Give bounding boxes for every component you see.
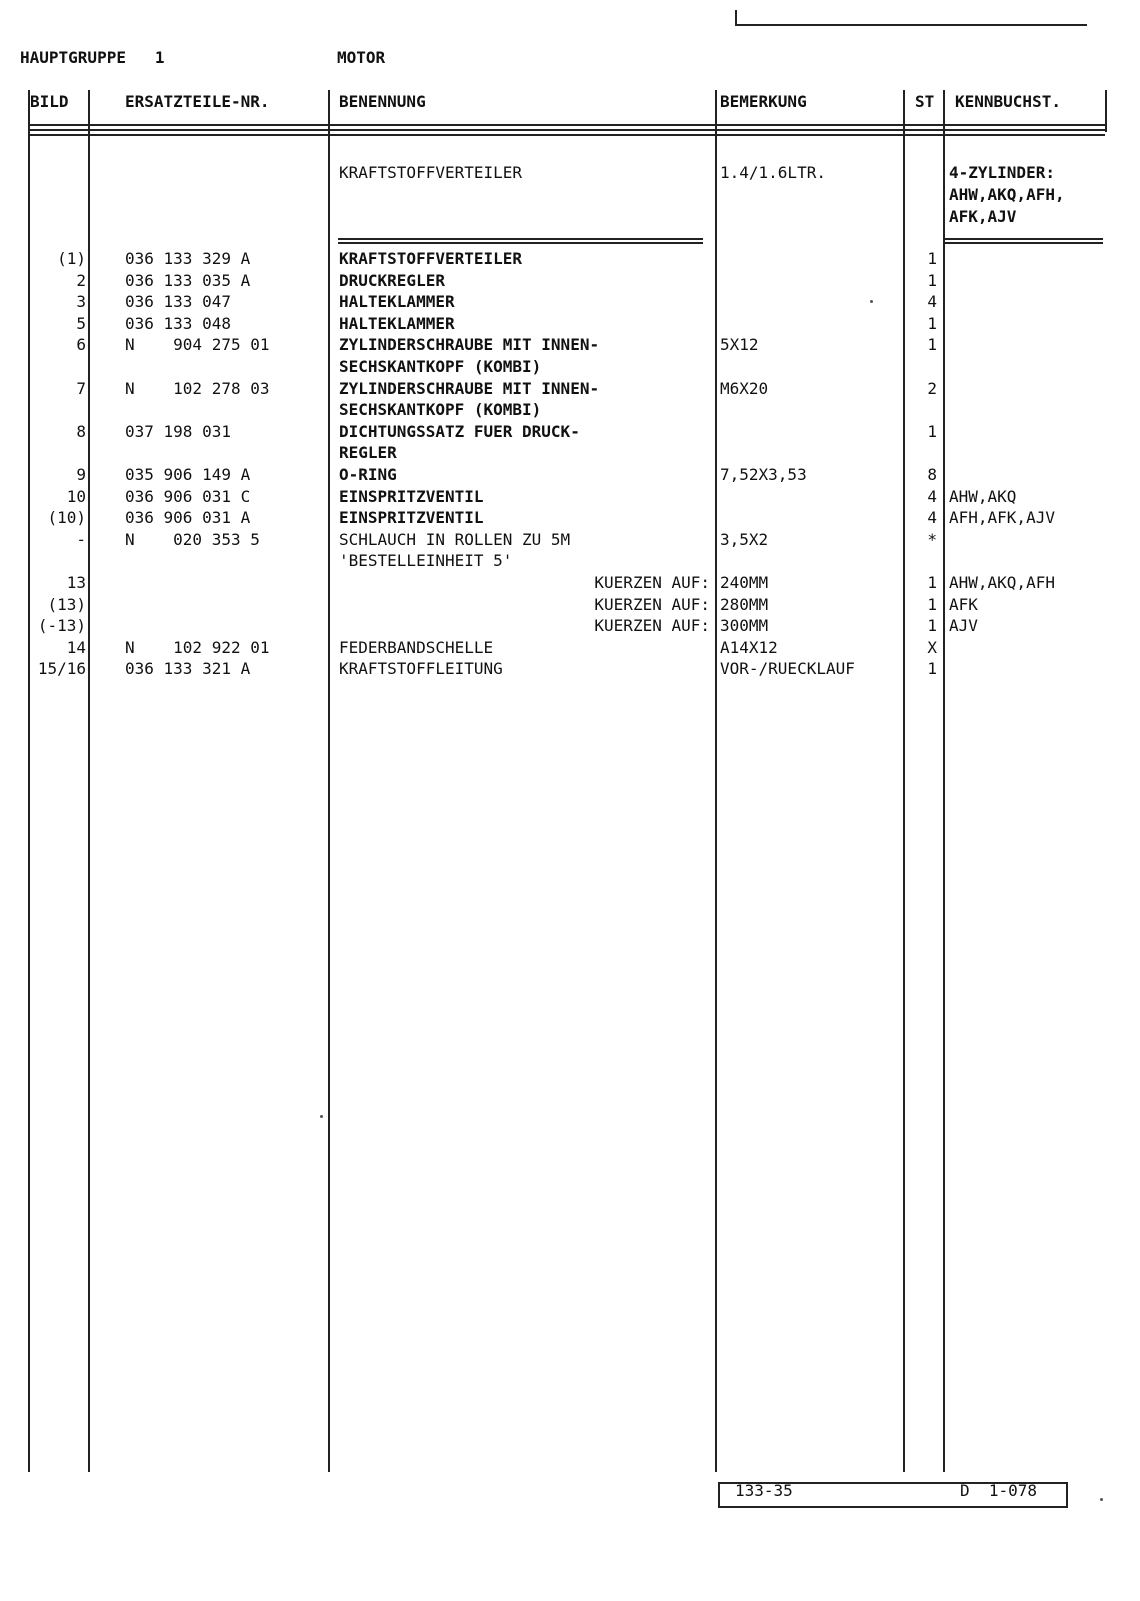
intro-code-line: AFK,AJV	[949, 207, 1017, 226]
row-part-number: 036 906 031 A	[125, 508, 251, 528]
row-part-number: 035 906 149 A	[125, 465, 251, 484]
row-benennung: FEDERBANDSCHELLE	[339, 637, 494, 657]
row-kennbuchst: AHW,AKQ	[949, 486, 1017, 506]
row-benennung: KRAFTSTOFFVERTEILER	[339, 249, 523, 268]
row-st: 1	[927, 659, 937, 679]
row-benennung: KUERZEN AUF:	[594, 616, 710, 636]
row-bild: 3	[76, 292, 86, 312]
row-benennung: ZYLINDERSCHRAUBE MIT INNEN-	[339, 335, 600, 355]
row-bemerkung: 5X12	[720, 335, 759, 355]
row-st: 1	[927, 616, 937, 636]
intro-code-line: 4-ZYLINDER:	[949, 163, 1055, 182]
row-benennung: SECHSKANTKOPF (KOMBI)	[339, 400, 542, 420]
row-part-number: N 904 275 01	[125, 335, 270, 355]
row-benennung: KUERZEN AUF:	[594, 594, 710, 614]
row-bemerkung: 280MM	[720, 594, 769, 614]
row-part-number: 036 133 321 A	[125, 659, 251, 679]
row-part-number: 036 906 031 C	[125, 486, 251, 506]
row-bemerkung: 7,52X3,53	[720, 465, 807, 484]
row-bemerkung: M6X20	[720, 378, 769, 398]
row-bemerkung: VOR-/RUECKLAUF	[720, 659, 855, 679]
row-bild: 7	[76, 378, 86, 398]
row-bild: (1)	[57, 249, 86, 268]
row-benennung: DRUCKREGLER	[339, 270, 445, 290]
col-header-benennung: BENENNUNG	[339, 92, 426, 111]
row-benennung: SECHSKANTKOPF (KOMBI)	[339, 357, 542, 376]
row-kennbuchst: AFH,AFK,AJV	[949, 508, 1055, 528]
row-part-number: N 102 922 01	[125, 637, 270, 657]
row-benennung: HALTEKLAMMER	[339, 313, 455, 333]
intro-name: KRAFTSTOFFVERTEILER	[339, 163, 523, 182]
row-st: X	[927, 637, 937, 657]
col-header-bild: BILD	[30, 92, 69, 111]
row-bild: 5	[76, 313, 86, 333]
row-part-number: N 020 353 5	[125, 529, 260, 549]
row-st: 4	[927, 486, 937, 506]
row-st: *	[927, 529, 937, 549]
col-header-bemerkung: BEMERKUNG	[720, 92, 807, 111]
row-benennung: SCHLAUCH IN ROLLEN ZU 5M	[339, 529, 571, 549]
group-label: HAUPTGRUPPE 1	[20, 48, 165, 67]
top-stamp-box	[735, 10, 1087, 26]
row-st: 1	[927, 249, 937, 268]
row-st: 4	[927, 292, 937, 312]
col-header-kennbuchst: KENNBUCHST.	[955, 92, 1061, 111]
row-bemerkung: 3,5X2	[720, 529, 769, 549]
row-st: 4	[927, 508, 937, 528]
row-part-number: 036 133 047	[125, 292, 231, 312]
row-bild: 8	[76, 421, 86, 441]
row-kennbuchst: AHW,AKQ,AFH	[949, 573, 1055, 592]
row-bild: -	[76, 529, 86, 549]
intro-code-line: AHW,AKQ,AFH,	[949, 185, 1065, 204]
row-bemerkung: A14X12	[720, 637, 778, 657]
row-st: 1	[927, 270, 937, 290]
scan-speck	[320, 1115, 323, 1118]
row-bemerkung: 240MM	[720, 573, 769, 592]
row-benennung: DICHTUNGSSATZ FUER DRUCK-	[339, 421, 580, 441]
row-benennung: HALTEKLAMMER	[339, 292, 455, 312]
group-name: MOTOR	[337, 48, 386, 67]
scan-speck	[1100, 1498, 1103, 1501]
col-header-ersatzteile-nr: ERSATZTEILE-NR.	[125, 92, 270, 111]
row-benennung: 'BESTELLEINHEIT 5'	[339, 551, 513, 571]
row-part-number: 036 133 035 A	[125, 270, 251, 290]
row-bild: 6	[76, 335, 86, 355]
row-bild: 2	[76, 270, 86, 290]
row-st: 8	[927, 465, 937, 484]
row-bild: 9	[76, 465, 86, 484]
row-bild: (10)	[47, 508, 86, 528]
row-benennung: O-RING	[339, 465, 397, 484]
row-st: 2	[927, 378, 937, 398]
scan-speck	[870, 300, 873, 303]
row-st: 1	[927, 421, 937, 441]
row-part-number: 036 133 329 A	[125, 249, 251, 268]
row-kennbuchst: AJV	[949, 616, 978, 636]
row-bild: 13	[66, 573, 86, 592]
row-bild: 15/16	[37, 659, 86, 679]
row-benennung: KRAFTSTOFFLEITUNG	[339, 659, 503, 679]
row-part-number: N 102 278 03	[125, 378, 270, 398]
row-benennung: ZYLINDERSCHRAUBE MIT INNEN-	[339, 378, 600, 398]
row-kennbuchst: AFK	[949, 594, 978, 614]
row-benennung: EINSPRITZVENTIL	[339, 508, 484, 528]
row-bild: (13)	[47, 594, 86, 614]
col-header-st: ST	[915, 92, 935, 111]
footer-sheet-ref: D 1-078	[960, 1481, 1038, 1500]
row-bild: 10	[66, 486, 86, 506]
row-st: 1	[927, 573, 937, 592]
row-benennung: EINSPRITZVENTIL	[339, 486, 484, 506]
row-part-number: 037 198 031	[125, 421, 231, 441]
footer-page-ref: 133-35	[735, 1481, 793, 1500]
row-benennung: REGLER	[339, 443, 397, 463]
row-part-number: 036 133 048	[125, 313, 231, 333]
row-st: 1	[927, 594, 937, 614]
row-st: 1	[927, 335, 937, 355]
row-benennung: KUERZEN AUF:	[594, 573, 710, 592]
row-bild: (-13)	[37, 616, 86, 636]
row-bemerkung: 300MM	[720, 616, 769, 636]
intro-remark: 1.4/1.6LTR.	[720, 163, 826, 182]
row-st: 1	[927, 313, 937, 333]
row-bild: 14	[66, 637, 86, 657]
